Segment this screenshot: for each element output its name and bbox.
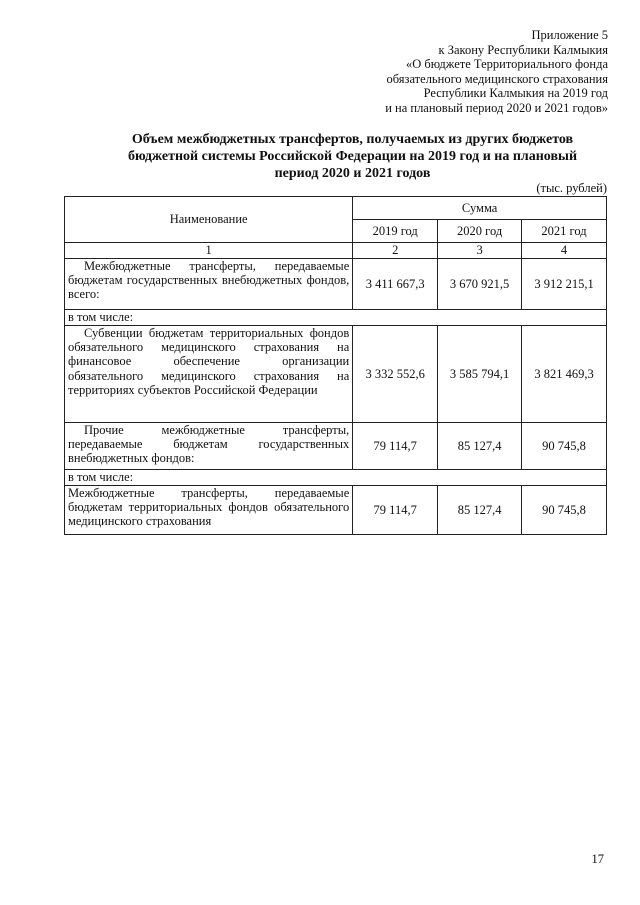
title-line: бюджетной системы Российской Федерации на 2019 год и на плановый	[127, 149, 578, 164]
header-year-2021: 2021 год	[522, 220, 607, 243]
column-number: 3	[438, 243, 522, 259]
row-name: Субвенции бюджетам территориальных фондов обязательного медицинского страхования на финансовое обеспечение организации обязательного медицинского страхования на территориях субъектов Российской Федерации	[65, 326, 353, 423]
row-subheading: в том числе:	[65, 310, 607, 326]
header-sum: Сумма	[353, 197, 607, 220]
column-number: 1	[65, 243, 353, 259]
value-2020: 3 670 921,5	[438, 259, 522, 310]
header-name: Наименование	[65, 197, 353, 243]
title-line: Объем межбюджетных трансфертов, получаемых из других бюджетов	[131, 132, 574, 147]
table-row	[65, 326, 607, 423]
appendix-heading	[268, 28, 608, 116]
value-2021: 90 745,8	[522, 486, 607, 535]
value-2019: 79 114,7	[353, 423, 438, 470]
header-year-2019: 2019 год	[353, 220, 438, 243]
appendix-line: «О бюджете Территориального фонда	[405, 57, 608, 72]
appendix-line: обязательного медицинского страхования	[386, 71, 608, 86]
document-title	[95, 131, 610, 182]
page-number: 17	[591, 852, 604, 866]
header-year-2020: 2020 год	[438, 220, 522, 243]
value-2021: 3 821 469,3	[522, 326, 607, 423]
column-number: 4	[522, 243, 607, 259]
appendix-line: к Закону Республики Калмыкия	[438, 42, 608, 57]
value-2019: 3 411 667,3	[353, 259, 438, 310]
value-2021: 90 745,8	[522, 423, 607, 470]
transfers-table	[64, 196, 607, 535]
value-2020: 85 127,4	[438, 423, 522, 470]
row-name: Прочие межбюджетные трансферты, передаваемые бюджетам государственных внебюджетных фондов:	[65, 423, 353, 470]
table-row	[65, 423, 607, 470]
units-label: (тыс. рублей)	[536, 181, 607, 195]
table-row	[65, 470, 607, 486]
appendix-line: Приложение 5	[531, 28, 608, 42]
row-subheading: в том числе:	[65, 470, 607, 486]
table-row	[65, 486, 607, 535]
table-row	[65, 259, 607, 310]
value-2019: 79 114,7	[353, 486, 438, 535]
column-number: 2	[353, 243, 438, 259]
row-name: Межбюджетные трансферты, передаваемые бюджетам государственных внебюджетных фондов, всего:	[65, 259, 353, 310]
value-2021: 3 912 215,1	[522, 259, 607, 310]
table-row	[65, 310, 607, 326]
title-line: период 2020 и 2021 годов	[274, 166, 431, 181]
appendix-line: и на плановый период 2020 и 2021 годов»	[385, 100, 608, 115]
value-2020: 3 585 794,1	[438, 326, 522, 423]
row-name: Межбюджетные трансферты, передаваемые бюджетам территориальных фондов обязательного медицинского страхования	[65, 486, 353, 535]
appendix-line: Республики Калмыкия на 2019 год	[423, 86, 608, 101]
value-2020: 85 127,4	[438, 486, 522, 535]
value-2019: 3 332 552,6	[353, 326, 438, 423]
